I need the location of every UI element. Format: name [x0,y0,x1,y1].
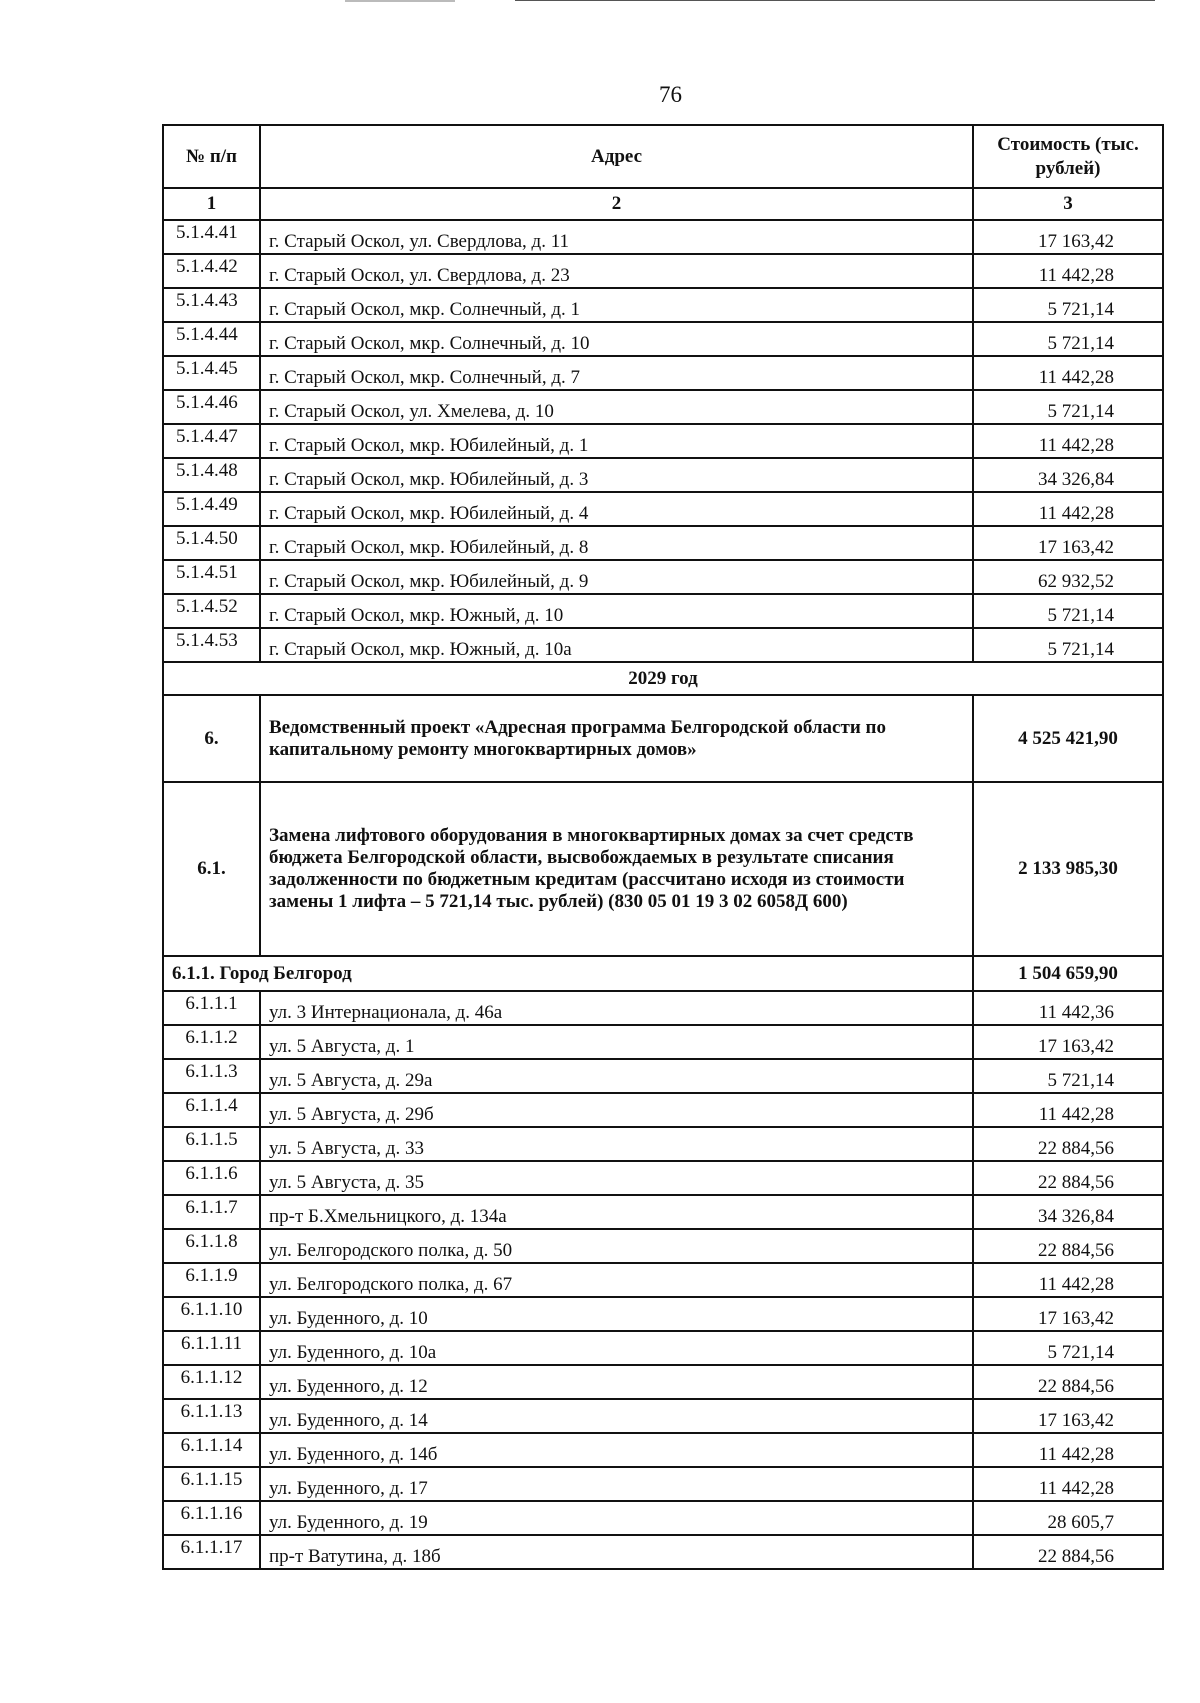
table-row [163,628,1163,662]
row-address: г. Старый Оскол, ул. Свердлова, д. 23 [260,254,973,288]
city-row [163,956,1163,991]
table-row [163,1433,1163,1467]
row-price: 22 884,56 [973,1365,1163,1399]
column-number-row [163,188,1163,220]
row-price: 11 442,28 [973,492,1163,526]
row-price: 17 163,42 [973,1297,1163,1331]
header-price: Стоимость (тыс. рублей) [973,125,1163,188]
row-number: 6.1.1.11 [163,1331,260,1365]
row-price: 17 163,42 [973,1399,1163,1433]
row-price: 34 326,84 [973,1195,1163,1229]
row-address: г. Старый Оскол, мкр. Юбилейный, д. 4 [260,492,973,526]
row-number: 6.1.1.17 [163,1535,260,1569]
table-row [163,1331,1163,1365]
row-number: 5.1.4.52 [163,594,260,628]
table-row [163,1093,1163,1127]
row-address: ул. 5 Августа, д. 29а [260,1059,973,1093]
row-price: 11 442,28 [973,1433,1163,1467]
row-number: 5.1.4.53 [163,628,260,662]
table-row [163,288,1163,322]
subproject-row [163,782,1163,956]
table-row [163,1467,1163,1501]
row-number: 6.1.1.14 [163,1433,260,1467]
row-price: 11 442,28 [973,1263,1163,1297]
row-address: г. Старый Оскол, мкр. Солнечный, д. 7 [260,356,973,390]
row-number: 5.1.4.50 [163,526,260,560]
row-number: 6.1.1.6 [163,1161,260,1195]
table-row [163,1297,1163,1331]
row-address: ул. 5 Августа, д. 33 [260,1127,973,1161]
row-address: г. Старый Оскол, мкр. Южный, д. 10а [260,628,973,662]
table-row [163,356,1163,390]
table-row [163,594,1163,628]
row-price: 5 721,14 [973,288,1163,322]
row-number: 6.1.1.7 [163,1195,260,1229]
row-address: ул. 3 Интернационала, д. 46а [260,991,973,1025]
table-row [163,492,1163,526]
row-number: 5.1.4.48 [163,458,260,492]
table-row [163,526,1163,560]
row-price: 5 721,14 [973,322,1163,356]
row-address: г. Старый Оскол, мкр. Юбилейный, д. 3 [260,458,973,492]
table-row [163,254,1163,288]
header-address: Адрес [260,125,973,188]
row-price: 11 442,28 [973,424,1163,458]
row-number: 6.1.1.9 [163,1263,260,1297]
row-address: г. Старый Оскол, мкр. Солнечный, д. 1 [260,288,973,322]
cost-table [162,124,1164,1570]
row-price: 5 721,14 [973,1331,1163,1365]
table-row [163,560,1163,594]
row-address: г. Старый Оскол, мкр. Южный, д. 10 [260,594,973,628]
row-number: 6.1.1.5 [163,1127,260,1161]
table-row [163,1229,1163,1263]
row-number: 6.1.1.10 [163,1297,260,1331]
row-address: ул. Буденного, д. 10а [260,1331,973,1365]
project-text: Ведомственный проект «Адресная программа Белгородской области по капитальному ремонту многоквартирных домов» [260,695,973,782]
row-address: г. Старый Оскол, мкр. Юбилейный, д. 9 [260,560,973,594]
row-price: 5 721,14 [973,390,1163,424]
row-number: 5.1.4.51 [163,560,260,594]
row-address: г. Старый Оскол, мкр. Юбилейный, д. 8 [260,526,973,560]
row-address: г. Старый Оскол, мкр. Юбилейный, д. 1 [260,424,973,458]
row-price: 34 326,84 [973,458,1163,492]
table-header-row [163,125,1163,188]
table-row [163,1025,1163,1059]
row-price: 11 442,28 [973,254,1163,288]
row-address: г. Старый Оскол, мкр. Солнечный, д. 10 [260,322,973,356]
row-number: 6.1.1.15 [163,1467,260,1501]
subproject-number: 6.1. [163,782,260,956]
row-address: ул. Буденного, д. 12 [260,1365,973,1399]
row-number: 6.1.1.4 [163,1093,260,1127]
row-address: ул. Буденного, д. 17 [260,1467,973,1501]
table-row [163,1535,1163,1569]
row-address: ул. Буденного, д. 14б [260,1433,973,1467]
column-number: 3 [973,188,1163,220]
column-number: 1 [163,188,260,220]
table-row [163,1161,1163,1195]
year-label: 2029 год [163,662,1163,695]
row-number: 6.1.1.2 [163,1025,260,1059]
row-number: 5.1.4.44 [163,322,260,356]
row-number: 5.1.4.42 [163,254,260,288]
row-number: 6.1.1.12 [163,1365,260,1399]
row-price: 17 163,42 [973,1025,1163,1059]
row-number: 5.1.4.41 [163,220,260,254]
row-price: 17 163,42 [973,526,1163,560]
row-address: ул. 5 Августа, д. 1 [260,1025,973,1059]
row-price: 5 721,14 [973,594,1163,628]
table-row [163,220,1163,254]
row-price: 62 932,52 [973,560,1163,594]
row-price: 28 605,7 [973,1501,1163,1535]
row-price: 11 442,28 [973,356,1163,390]
table-row [163,322,1163,356]
table-row [163,1263,1163,1297]
row-number: 6.1.1.8 [163,1229,260,1263]
row-address: ул. Белгородского полка, д. 67 [260,1263,973,1297]
row-number: 5.1.4.49 [163,492,260,526]
table-row [163,424,1163,458]
table-row [163,1365,1163,1399]
city-price: 1 504 659,90 [973,956,1163,991]
project-price: 4 525 421,90 [973,695,1163,782]
row-address: г. Старый Оскол, ул. Хмелева, д. 10 [260,390,973,424]
column-number: 2 [260,188,973,220]
row-number: 6.1.1.1 [163,991,260,1025]
year-row [163,662,1163,695]
subproject-text: Замена лифтового оборудования в многоквартирных домах за счет средств бюджета Белгородской области, высвобождаемых в результате списания задолженности по бюджетным кредитам (рассчитано исходя из стоимости замены 1 лифта – 5 721,14 тыс. рублей) (830 05 01 19 3 02 6058Д 600) [260,782,973,956]
row-number: 5.1.4.45 [163,356,260,390]
row-number: 6.1.1.3 [163,1059,260,1093]
row-price: 11 442,28 [973,1467,1163,1501]
table-row [163,1195,1163,1229]
scan-artifact [345,0,455,2]
row-address: ул. 5 Августа, д. 35 [260,1161,973,1195]
row-price: 22 884,56 [973,1229,1163,1263]
page-number: 76 [659,82,682,107]
row-price: 11 442,36 [973,991,1163,1025]
table-row [163,1059,1163,1093]
row-price: 22 884,56 [973,1161,1163,1195]
row-address: ул. Буденного, д. 14 [260,1399,973,1433]
scan-artifact-line [515,0,1155,1]
project-row [163,695,1163,782]
row-number: 6.1.1.13 [163,1399,260,1433]
row-price: 5 721,14 [973,628,1163,662]
table-row [163,390,1163,424]
table-row [163,458,1163,492]
row-price: 22 884,56 [973,1535,1163,1569]
row-price: 22 884,56 [973,1127,1163,1161]
table-row [163,1399,1163,1433]
row-address: пр-т Б.Хмельницкого, д. 134а [260,1195,973,1229]
row-price: 17 163,42 [973,220,1163,254]
row-number: 5.1.4.43 [163,288,260,322]
row-number: 6.1.1.16 [163,1501,260,1535]
row-address: ул. Белгородского полка, д. 50 [260,1229,973,1263]
row-address: ул. Буденного, д. 10 [260,1297,973,1331]
table-row [163,991,1163,1025]
row-address: ул. 5 Августа, д. 29б [260,1093,973,1127]
subproject-price: 2 133 985,30 [973,782,1163,956]
row-price: 11 442,28 [973,1093,1163,1127]
header-num: № п/п [163,125,260,188]
table-row [163,1501,1163,1535]
city-label: 6.1.1. Город Белгород [163,956,973,991]
project-number: 6. [163,695,260,782]
row-address: ул. Буденного, д. 19 [260,1501,973,1535]
row-price: 5 721,14 [973,1059,1163,1093]
row-address: пр-т Ватутина, д. 18б [260,1535,973,1569]
row-number: 5.1.4.46 [163,390,260,424]
row-number: 5.1.4.47 [163,424,260,458]
row-address: г. Старый Оскол, ул. Свердлова, д. 11 [260,220,973,254]
table-row [163,1127,1163,1161]
